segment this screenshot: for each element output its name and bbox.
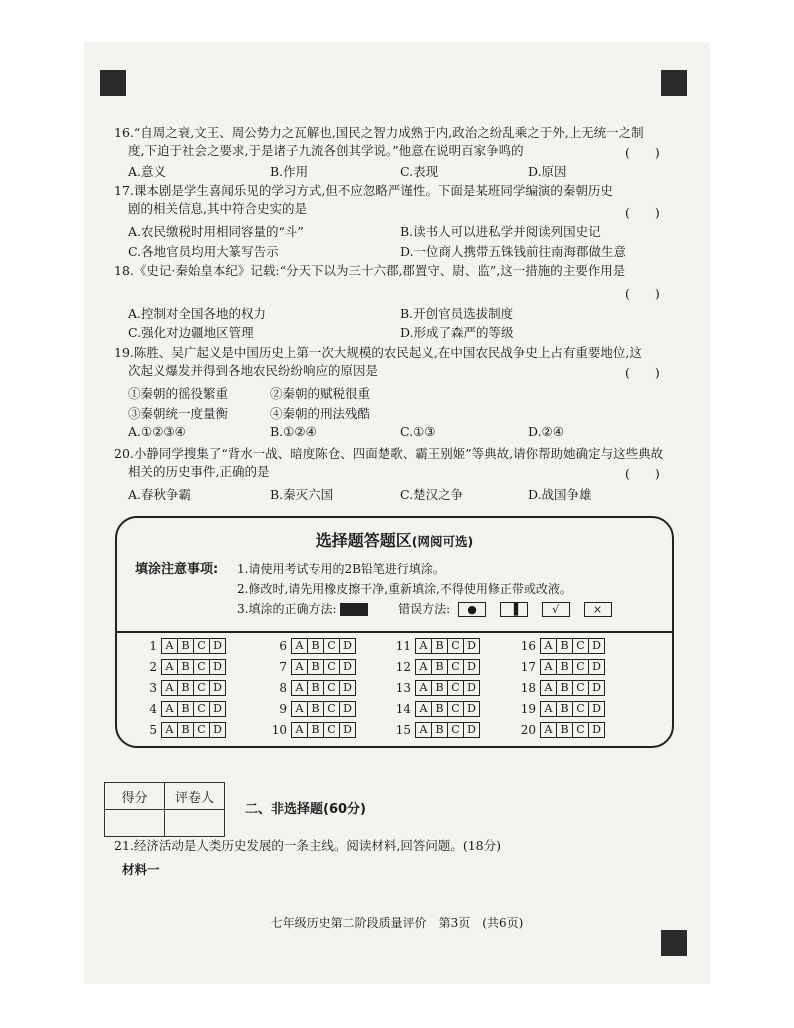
score-table — [104, 782, 225, 837]
wrong-fill-cross-example: × — [584, 602, 612, 617]
answer-row-number: 10 — [271, 722, 287, 737]
bubble-10-c[interactable]: C — [323, 722, 340, 738]
bubble-5-b[interactable]: B — [177, 722, 194, 738]
bubble-5-c[interactable]: C — [193, 722, 210, 738]
answer-row-number: 15 — [395, 722, 411, 737]
bubble-10-a[interactable]: A — [291, 722, 308, 738]
bubble-19-d[interactable]: D — [588, 701, 605, 717]
bubble-16-c[interactable]: C — [572, 638, 589, 654]
answer-row-number: 9 — [279, 701, 287, 716]
answer-row-7 — [271, 659, 355, 675]
fill-rule-3-correct-label: 3.填涂的正确方法: — [237, 602, 337, 616]
answer-row-11 — [395, 638, 479, 654]
answer-sheet-area — [115, 516, 674, 748]
registration-mark-bottom-right — [661, 930, 687, 956]
bubble-2-c[interactable]: C — [193, 659, 210, 675]
bubble-17-c[interactable]: C — [572, 659, 589, 675]
q17-option-a: A.农民缴税时用相同容量的“斗” — [128, 224, 304, 239]
bubble-6-c[interactable]: C — [323, 638, 340, 654]
question-21-line1: 21.经济活动是人类历史发展的一条主线。阅读材料,回答问题。(18分) — [114, 838, 502, 853]
bubble-12-b[interactable]: B — [431, 659, 448, 675]
bubble-6-a[interactable]: A — [291, 638, 308, 654]
answer-row-15 — [395, 722, 479, 738]
q16-option-b: B.作用 — [270, 164, 309, 179]
answer-row-number: 17 — [520, 659, 536, 674]
bubble-5-a[interactable]: A — [161, 722, 178, 738]
bubble-3-a[interactable]: A — [161, 680, 178, 696]
section-2-heading: 二、非选择题(60分) — [245, 802, 366, 817]
q19-item-2: ②秦朝的赋税很重 — [270, 386, 371, 401]
answer-row-17 — [520, 659, 604, 675]
registration-mark-top-right — [661, 70, 687, 96]
bubble-3-d[interactable]: D — [209, 680, 226, 696]
bubble-17-b[interactable]: B — [556, 659, 573, 675]
fill-rule-3 — [237, 600, 612, 617]
q19-option-b: B.①②④ — [270, 424, 317, 439]
answer-row-13 — [395, 680, 479, 696]
bubble-16-d[interactable]: D — [588, 638, 605, 654]
answer-row-2 — [141, 659, 225, 675]
question-17-line1: 17.课本剧是学生喜闻乐见的学习方式,但不应忽略严谨性。下面是某班同学编演的秦朝历史 — [114, 183, 613, 198]
bubble-11-b[interactable]: B — [431, 638, 448, 654]
q16-option-d: D.原因 — [528, 164, 567, 179]
answer-row-12 — [395, 659, 479, 675]
bubble-1-c[interactable]: C — [193, 638, 210, 654]
bubble-19-a[interactable]: A — [540, 701, 557, 717]
answer-row-number: 3 — [149, 680, 157, 695]
bubble-14-d[interactable]: D — [463, 701, 480, 717]
fill-notice-label: 填涂注意事项: — [135, 562, 219, 577]
bubble-4-b[interactable]: B — [177, 701, 194, 717]
q16-option-c: C.表现 — [400, 164, 439, 179]
question-19-line2: 次起义爆发并得到各地农民纷纷响应的原因是 — [128, 363, 379, 378]
answer-area-title-text: 选择题答题区 — [315, 531, 412, 550]
bubble-5-d[interactable]: D — [209, 722, 226, 738]
answer-row-6 — [271, 638, 355, 654]
q17-option-c: C.各地官员均用大篆写告示 — [128, 244, 279, 259]
question-20-line1: 20.小静同学搜集了“背水一战、暗度陈仓、四面楚歌、霸王别姬”等典故,请你帮助她确定与这些典故 — [114, 446, 664, 461]
bubble-14-a[interactable]: A — [415, 701, 432, 717]
wrong-fill-partial-example: ▐ — [500, 602, 528, 617]
bubble-18-a[interactable]: A — [540, 680, 557, 696]
bubble-4-a[interactable]: A — [161, 701, 178, 717]
answer-row-number: 13 — [395, 680, 411, 695]
bubble-13-d[interactable]: D — [463, 680, 480, 696]
question-19-answer-paren[interactable]: ( ) — [625, 365, 660, 380]
registration-mark-top-left — [100, 70, 126, 96]
bubble-3-c[interactable]: C — [193, 680, 210, 696]
bubble-10-d[interactable]: D — [339, 722, 356, 738]
wrong-fill-check-example: √ — [542, 602, 570, 617]
answer-row-number: 8 — [279, 680, 287, 695]
q18-option-b: B.开创官员选拔制度 — [400, 306, 514, 321]
bubble-14-c[interactable]: C — [447, 701, 464, 717]
question-19-line1: 19.陈胜、吴广起义是中国历史上第一次大规模的农民起义,在中国农民战争史上占有重要地位,这 — [114, 345, 642, 360]
score-header: 得分 — [105, 783, 165, 810]
answer-row-4 — [141, 701, 225, 717]
answer-row-9 — [271, 701, 355, 717]
fill-rule-2: 2.修改时,请先用橡皮擦干净,重新填涂,不得使用修正带或改液。 — [237, 582, 572, 596]
bubble-11-d[interactable]: D — [463, 638, 480, 654]
q18-option-a: A.控制对全国各地的权力 — [128, 306, 267, 321]
answer-row-10 — [271, 722, 355, 738]
bubble-7-d[interactable]: D — [339, 659, 356, 675]
answer-row-number: 20 — [520, 722, 536, 737]
bubble-8-d[interactable]: D — [339, 680, 356, 696]
question-16-answer-paren[interactable]: ( ) — [625, 145, 660, 160]
bubble-14-b[interactable]: B — [431, 701, 448, 717]
bubble-8-b[interactable]: B — [307, 680, 324, 696]
bubble-9-b[interactable]: B — [307, 701, 324, 717]
bubble-20-d[interactable]: D — [588, 722, 605, 738]
bubble-1-d[interactable]: D — [209, 638, 226, 654]
question-20-answer-paren[interactable]: ( ) — [625, 466, 660, 481]
bubble-11-c[interactable]: C — [447, 638, 464, 654]
answer-area-title-note: (网阅可选) — [411, 534, 474, 549]
answer-row-19 — [520, 701, 604, 717]
answer-row-20 — [520, 722, 604, 738]
question-17-line2: 剧的相关信息,其中符合史实的是 — [128, 201, 307, 216]
wrong-fill-dot-example: ● — [458, 602, 486, 617]
answer-row-number: 1 — [149, 638, 157, 653]
correct-fill-example — [340, 603, 368, 616]
bubble-4-c[interactable]: C — [193, 701, 210, 717]
bubble-9-c[interactable]: C — [323, 701, 340, 717]
answer-row-number: 6 — [279, 638, 287, 653]
answer-row-18 — [520, 680, 604, 696]
bubble-16-a[interactable]: A — [540, 638, 557, 654]
answer-area-divider — [117, 631, 672, 633]
q19-option-a: A.①②③④ — [128, 424, 186, 439]
answer-row-1 — [141, 638, 225, 654]
bubble-20-a[interactable]: A — [540, 722, 557, 738]
q20-option-c: C.楚汉之争 — [400, 487, 464, 502]
answer-row-number: 12 — [395, 659, 411, 674]
bubble-12-a[interactable]: A — [415, 659, 432, 675]
bubble-13-b[interactable]: B — [431, 680, 448, 696]
bubble-20-c[interactable]: C — [572, 722, 589, 738]
question-17-answer-paren[interactable]: ( ) — [625, 205, 660, 220]
bubble-20-b[interactable]: B — [556, 722, 573, 738]
bubble-1-b[interactable]: B — [177, 638, 194, 654]
grader-header: 评卷人 — [165, 783, 225, 810]
q18-option-d: D.形成了森严的等级 — [400, 325, 514, 340]
bubble-18-d[interactable]: D — [588, 680, 605, 696]
answer-row-number: 16 — [520, 638, 536, 653]
bubble-9-d[interactable]: D — [339, 701, 356, 717]
bubble-2-b[interactable]: B — [177, 659, 194, 675]
q20-option-a: A.春秋争霸 — [128, 487, 192, 502]
answer-row-14 — [395, 701, 479, 717]
bubble-1-a[interactable]: A — [161, 638, 178, 654]
answer-row-5 — [141, 722, 225, 738]
question-16-line1: 16.“自周之衰,文王、周公势力之瓦解也,国民之智力成熟于内,政治之纷乱乘之于外,上无统一之制 — [114, 125, 644, 140]
q19-item-3: ③秦朝统一度量衡 — [128, 406, 229, 421]
q19-item-1: ①秦朝的徭役繁重 — [128, 386, 229, 401]
bubble-15-d[interactable]: D — [463, 722, 480, 738]
bubble-7-a[interactable]: A — [291, 659, 308, 675]
q19-option-d: D.②④ — [528, 424, 564, 439]
bubble-7-c[interactable]: C — [323, 659, 340, 675]
q19-option-c: C.①③ — [400, 424, 436, 439]
answer-row-number: 18 — [520, 680, 536, 695]
bubble-7-b[interactable]: B — [307, 659, 324, 675]
bubble-12-c[interactable]: C — [447, 659, 464, 675]
bubble-8-c[interactable]: C — [323, 680, 340, 696]
bubble-11-a[interactable]: A — [415, 638, 432, 654]
answer-area-title — [117, 528, 672, 551]
question-16-line2: 度,下迫于社会之要求,于是诸子九流各创其学说。”他意在说明百家争鸣的 — [128, 143, 524, 158]
bubble-2-a[interactable]: A — [161, 659, 178, 675]
answer-row-number: 14 — [395, 701, 411, 716]
bubble-13-a[interactable]: A — [415, 680, 432, 696]
question-21-material-label: 材料一 — [122, 862, 160, 877]
q18-option-c: C.强化对边疆地区管理 — [128, 325, 254, 340]
grader-cell[interactable] — [165, 810, 225, 837]
bubble-4-d[interactable]: D — [209, 701, 226, 717]
page-footer: 七年级历史第二阶段质量评价 第3页 (共6页) — [270, 916, 524, 930]
bubble-8-a[interactable]: A — [291, 680, 308, 696]
answer-row-number: 5 — [149, 722, 157, 737]
answer-row-number: 7 — [279, 659, 287, 674]
question-20-line2: 相关的历史事件,正确的是 — [128, 464, 270, 479]
answer-row-3 — [141, 680, 225, 696]
bubble-10-b[interactable]: B — [307, 722, 324, 738]
q16-option-a: A.意义 — [128, 164, 167, 179]
answer-row-8 — [271, 680, 355, 696]
answer-row-number: 4 — [149, 701, 157, 716]
answer-row-number: 2 — [149, 659, 157, 674]
fill-rule-1: 1.请使用考试专用的2B铅笔进行填涂。 — [237, 562, 445, 576]
bubble-17-a[interactable]: A — [540, 659, 557, 675]
bubble-15-c[interactable]: C — [447, 722, 464, 738]
bubble-6-b[interactable]: B — [307, 638, 324, 654]
bubble-19-c[interactable]: C — [572, 701, 589, 717]
fill-rule-3-wrong-label: 错误方法: — [398, 602, 451, 616]
question-18-answer-paren[interactable]: ( ) — [625, 286, 660, 301]
answer-row-number: 19 — [520, 701, 536, 716]
bubble-9-a[interactable]: A — [291, 701, 308, 717]
bubble-17-d[interactable]: D — [588, 659, 605, 675]
q20-option-d: D.战国争雄 — [528, 487, 592, 502]
answer-row-16 — [520, 638, 604, 654]
bubble-2-d[interactable]: D — [209, 659, 226, 675]
bubble-18-c[interactable]: C — [572, 680, 589, 696]
bubble-3-b[interactable]: B — [177, 680, 194, 696]
bubble-15-a[interactable]: A — [415, 722, 432, 738]
q17-option-b: B.读书人可以进私学并阅读列国史记 — [400, 224, 601, 239]
score-cell[interactable] — [105, 810, 165, 837]
question-18-line1: 18.《史记·秦始皇本纪》记载:“分天下以为三十六郡,郡置守、尉、监”,这一措施的主要作用是 — [114, 263, 626, 278]
bubble-16-b[interactable]: B — [556, 638, 573, 654]
bubble-12-d[interactable]: D — [463, 659, 480, 675]
q20-option-b: B.秦灭六国 — [270, 487, 334, 502]
answer-row-number: 11 — [395, 638, 411, 653]
q17-option-d: D.一位商人携带五铢钱前往南海郡做生意 — [400, 244, 627, 259]
bubble-6-d[interactable]: D — [339, 638, 356, 654]
bubble-13-c[interactable]: C — [447, 680, 464, 696]
bubble-19-b[interactable]: B — [556, 701, 573, 717]
bubble-18-b[interactable]: B — [556, 680, 573, 696]
bubble-15-b[interactable]: B — [431, 722, 448, 738]
q19-item-4: ④秦朝的刑法残酷 — [270, 406, 371, 421]
